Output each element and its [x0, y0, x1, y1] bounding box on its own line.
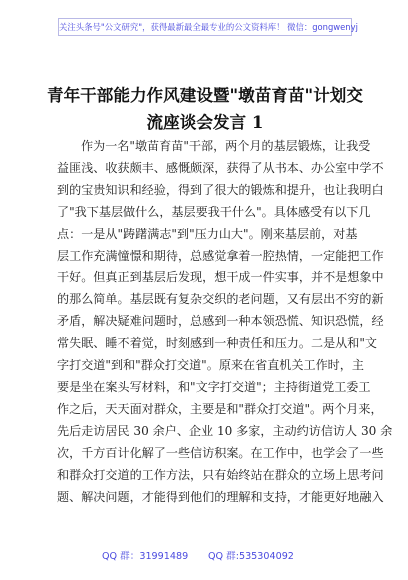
paragraph-line: 作之后，天天面对群众，主要是和"群众打交道"。两个月来，	[57, 401, 383, 416]
document-title	[44, 82, 366, 136]
paragraph-line: 先后走访居民 30 余户、企业 10 多家，主动约访信访人 30 余	[57, 423, 393, 438]
paragraph-line: 作为一名"墩苗育苗"干部，两个月的基层锻炼，让我受	[81, 139, 371, 153]
paragraph-line: 字打交道"到和"群众打交道"。原来在省直机关工作时，主	[57, 358, 364, 373]
paragraph-line: 到的宝贵知识和经验，得到了很大的锻炼和提升，也让我明白	[57, 182, 384, 197]
paragraph-line: 常失眠、睡不着觉，时刻感到一种责任和压力。二是从和"文	[57, 336, 378, 351]
paragraph-line: 干好。但真正到基层后发现，想干成一件实事，并不是想象中	[57, 270, 384, 285]
paragraph-line: 次，千方百计化解了一些信访积案。在工作中，也学会了一些	[57, 445, 384, 460]
footer-qq-group-right: QQ 群:535304092	[208, 551, 294, 562]
document-body	[57, 136, 393, 508]
paragraph-line: 题、解决问题，才能得到他们的理解和支持，才能更好地融入	[57, 489, 384, 504]
title-line: 青年干部能力作风建设暨"墩苗育苗"计划交	[47, 85, 363, 105]
paragraph-line: 层工作充满憧憬和期待，总感觉拿着一腔热情，一定能把工作	[57, 248, 384, 263]
paragraph-line: 点：一是从"踌躇满志"到"压力山大"。刚来基层前，对基	[57, 226, 358, 241]
paragraph-line: 要是坐在案头写材料，和"文字打交道"；主持街道党工委工	[57, 379, 371, 394]
paragraph-line: 的那么简单。基层既有复杂交织的老问题，又有层出不穷的新	[57, 292, 384, 307]
paragraph-line: 和群众打交道的工作方法，只有始终站在群众的立场上思考问	[57, 467, 384, 482]
paragraph-line: 了"我下基层做什么，基层要我干什么"。具体感受有以下几	[57, 204, 371, 219]
footer-qq-group-left: QQ 群：31991489	[102, 551, 189, 562]
header-banner: 关注头条号"公文研究"，获得最新最全最专业的公文资料库！ 微信：gongwenyj	[58, 18, 352, 36]
footer	[0, 549, 408, 565]
paragraph-line: 益匪浅、收获颇丰、感慨颇深，获得了从书本、办公室中学不	[57, 160, 384, 175]
paragraph-line: 矛盾，解决疑难问题时，总感到一种本领恐慌、知识恐慌，经	[57, 314, 384, 329]
title-line: 流座谈会发言 1	[146, 112, 264, 132]
